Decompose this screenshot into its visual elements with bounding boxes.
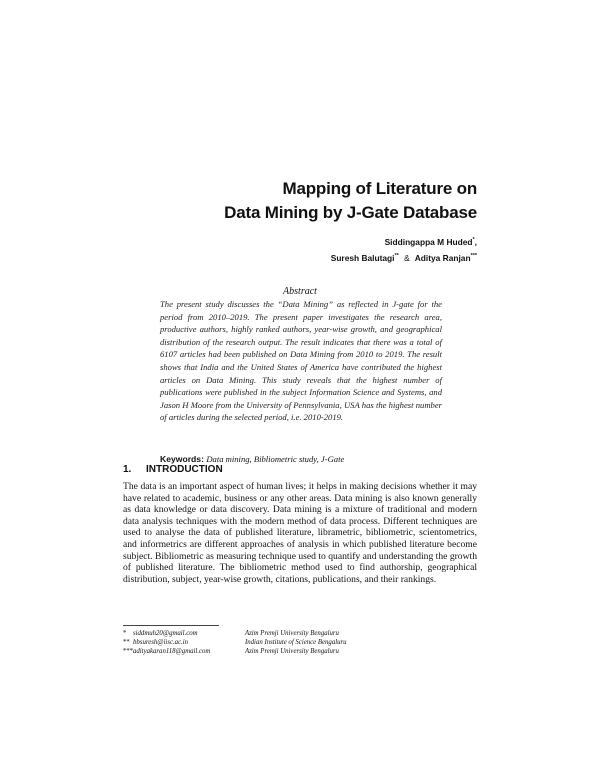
- footnote-institution: Indian Institute of Science Bengaluru: [245, 639, 347, 647]
- introduction-paragraph: The data is an important aspect of human lives; it helps in making decisions whether it may have related to academic, business or any other areas. Data mining is also known generally as data knowledge or data discovery. Data mining is a mixture of traditional and modern data analysis techniques with the modern method of data process. Different techniques are used to analyse the data of published literature, librametric, bibliometric, scientometrics, and informetrics are different approaches of analysis in which published literature become subject. Bibliometric as measuring technique used to quantify and understanding the growth of published literature. The bibliometric method used to find authorship, geographical distribution, subject, year-wise growth, citations, publications, and their rankings.: [123, 481, 477, 585]
- author-line-2: [331, 249, 477, 265]
- footnote-email: bbsuresh@iisc.ac.in: [133, 639, 189, 647]
- keywords-text: Data mining, Bibliometric study, J-Gate: [206, 454, 345, 464]
- footnote-institution: Azim Premji University Bengaluru: [245, 630, 339, 637]
- author-ampersand: &: [404, 253, 410, 263]
- author-name-2: Suresh Balutagi: [330, 253, 395, 263]
- author-name-1: Siddingappa M Huded: [384, 237, 473, 247]
- section-title: INTRODUCTION: [146, 464, 223, 475]
- paper-title-line-2: Data Mining by J-Gate Database: [224, 203, 477, 222]
- footnote-mark: **: [123, 639, 130, 647]
- footnote-divider: [123, 625, 219, 626]
- footnote-mark: ***: [123, 648, 134, 656]
- author-block: [331, 233, 477, 265]
- author-mark-2: **: [394, 253, 399, 259]
- paper-title: [224, 177, 477, 225]
- author-mark-1: *: [472, 237, 475, 243]
- author-mark-3: ***: [470, 253, 477, 259]
- footnote-row: [123, 647, 483, 656]
- paper-title-line-1: Mapping of Literature on: [282, 179, 477, 198]
- footnote-email: adityakaran118@gmail.com: [133, 648, 211, 656]
- footnotes: [123, 629, 483, 657]
- author-name-3: Aditya Ranjan: [414, 253, 471, 263]
- footnote-row: [123, 629, 483, 638]
- section-heading: [123, 464, 223, 475]
- author-line-1-comma: ,: [474, 237, 477, 247]
- footnote-email: siddmuh20@gmail.com: [133, 630, 198, 637]
- keywords-label: Keywords:: [160, 454, 204, 464]
- footnote-mark: *: [123, 630, 127, 637]
- section-number: 1.: [123, 464, 132, 475]
- abstract-heading: Abstract: [283, 286, 317, 297]
- footnote-institution: Azim Premji University Bengaluru: [245, 648, 339, 656]
- abstract-text: The present study discusses the “Data Mining” as reflected in J-gate for the period from 2010–2019. The present paper investigates the research area, productive authors, highly ranked authors, year-wise growth, and geographical distribution of the research output. The result indicates that there was a total of 6107 articles had been published on Data Mining from 2010 to 2019. The result shows that India and the United States of America have contributed the highest articles on Data Mining. This study reveals that the highest number of publications were published in the subject Information Science and Systems, and Jason H Moore from the University of Pennsylvania, USA has the highest number of articles during the selected period, i.e. 2010-2019.: [160, 299, 442, 423]
- footnote-row: [123, 638, 483, 647]
- author-line-1: [331, 233, 477, 249]
